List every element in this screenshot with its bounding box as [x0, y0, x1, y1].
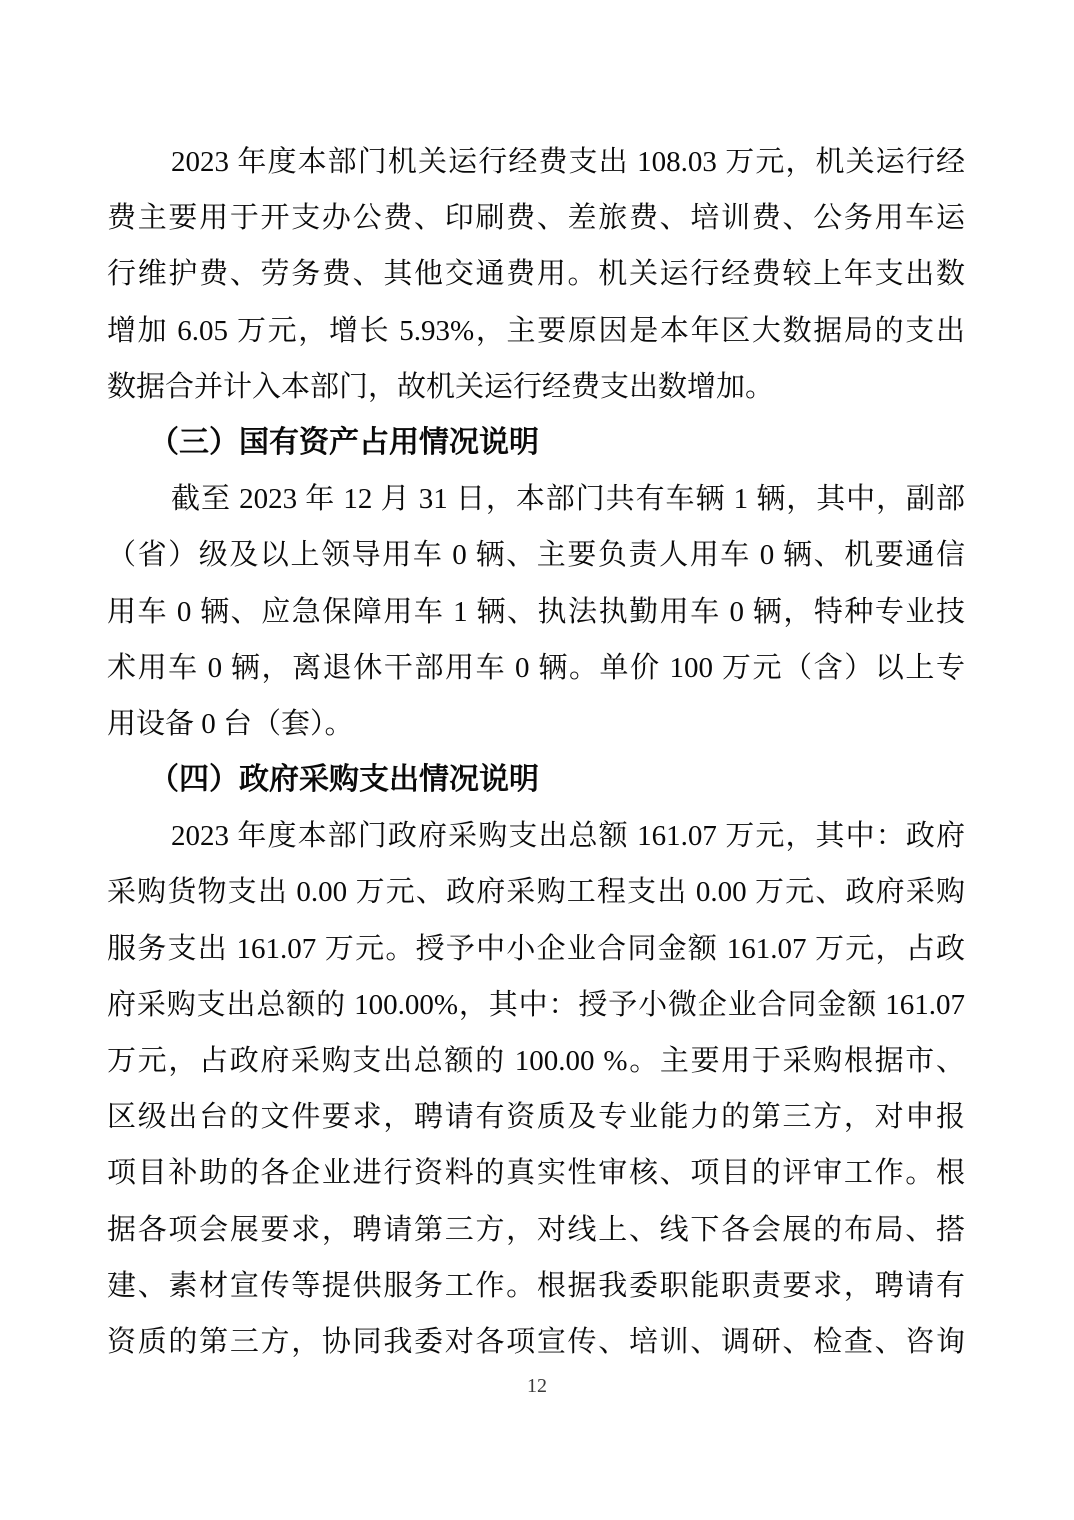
text-line: 费主要用于开支办公费、印刷费、差旅费、培训费、公务用车运	[107, 202, 965, 235]
text-line: 2023 年度本部门机关运行经费支出 108.03 万元，机关运行经	[171, 146, 965, 178]
text-line: 术用车 0 辆，离退休干部用车 0 辆。单价 100 万元（含）以上专	[107, 651, 965, 684]
section-heading-state-assets: （三）国有资产占用情况说明	[149, 425, 539, 459]
text-line: 建、素材宣传等提供服务工作。根据我委职能职责要求，聘请有	[107, 1269, 965, 1302]
document-body	[107, 134, 965, 1370]
text-line: 增加 6.05 万元，增长 5.93%，主要原因是本年区大数据局的支出	[107, 314, 965, 347]
text-line: 服务支出 161.07 万元。授予中小企业合同金额 161.07 万元，占政	[107, 932, 965, 965]
text-line: 行维护费、劳务费、其他交通费用。机关运行经费较上年支出数	[107, 258, 965, 291]
paragraph-state-assets	[107, 471, 965, 752]
text-line: 府采购支出总额的 100.00%，其中：授予小微企业合同金额 161.07	[107, 988, 965, 1021]
text-line: 截至 2023 年 12 月 31 日，本部门共有车辆 1 辆，其中，副部	[171, 483, 965, 516]
paragraph-operating-expenses	[107, 134, 965, 415]
page-number: 12	[527, 1375, 547, 1397]
text-line: 万元，占政府采购支出总额的 100.00 %。主要用于采购根据市、	[107, 1045, 965, 1077]
text-line: 数据合并计入本部门，故机关运行经费支出数增加。	[107, 370, 775, 403]
text-line: 项目补助的各企业进行资料的真实性审核、项目的评审工作。根	[107, 1157, 965, 1190]
text-line: 用设备 0 台（套）。	[107, 707, 354, 740]
text-line: 资质的第三方，协同我委对各项宣传、培训、调研、检查、咨询	[107, 1325, 965, 1358]
text-line: 用车 0 辆、应急保障用车 1 辆、执法执勤用车 0 辆，特种专业技	[107, 595, 965, 628]
text-line: 据各项会展要求，聘请第三方，对线上、线下各会展的布局、搭	[107, 1213, 965, 1246]
text-line: 区级出台的文件要求，聘请有资质及专业能力的第三方，对申报	[107, 1101, 965, 1134]
text-line: 采购货物支出 0.00 万元、政府采购工程支出 0.00 万元、政府采购	[107, 876, 965, 909]
section-heading-gov-procurement: （四）政府采购支出情况说明	[149, 763, 539, 797]
text-line: （省）级及以上领导用车 0 辆、主要负责人用车 0 辆、机要通信	[107, 539, 965, 572]
text-line: 2023 年度本部门政府采购支出总额 161.07 万元，其中：政府	[171, 820, 965, 853]
paragraph-gov-procurement	[107, 808, 965, 1370]
